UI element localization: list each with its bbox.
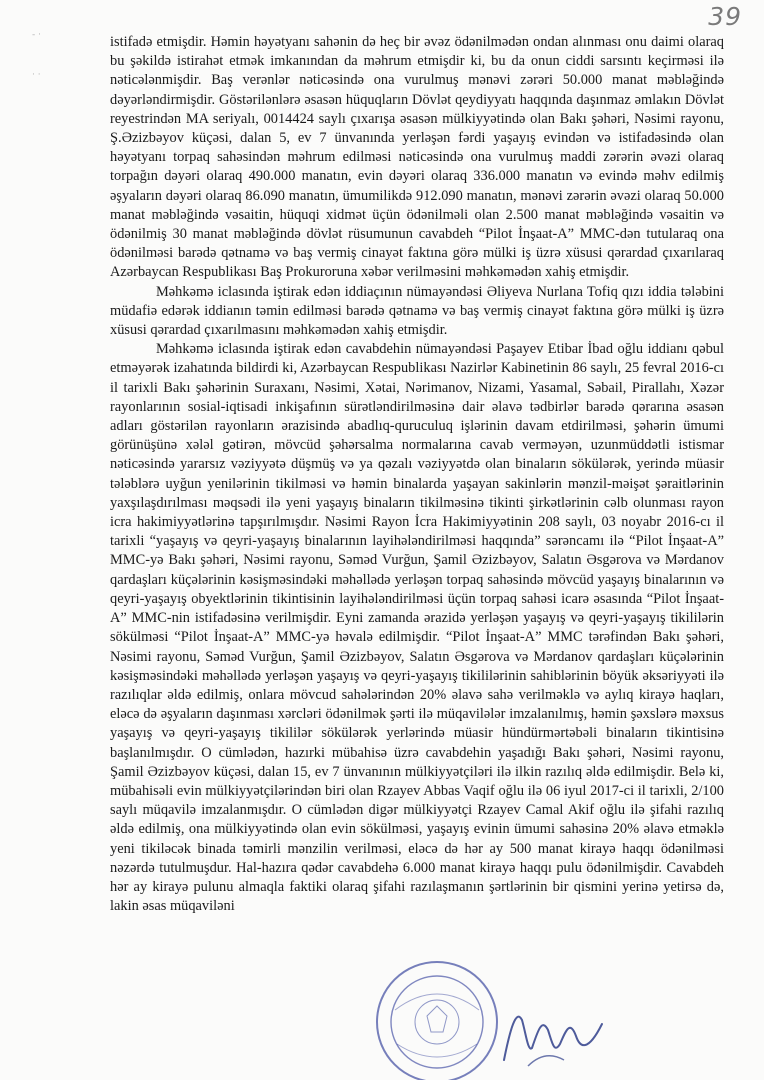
handwritten-signature — [498, 990, 608, 1072]
paragraph-continuation: istifadə etmişdir. Həmin həyətyanı sahənin də heç bir əvəz ödənilmədən ondan alınması onu daimi olaraq bu şəkildə istirahət etmək imkanından da məhrum etmişdir ki, bu da onun ciddi sarsıntı keçirməsi ilə nəticələnmişdir. Baş verənlər nəticəsində ona vurulmuş mənəvi zərəri 50.000 manat məbləğində dəyərləndirmişdir. Göstərilənlərə əsasən hüquqların Dövlət qeydiyyatı haqqında daşınmaz əmlakın Dövlət reyestrindən MA seriyalı, 0014424 saylı çıxarışa əsasən mülkiyyətində olan Bakı şəhəri, Nəsimi rayonu, Ş.Əzizbəyov küçəsi, dalan 5, ev 7 ünvanında yerləşən fərdi yaşayış evindən və istifadəsində olan həyətyanı torpaq sahəsindən məhrum edilməsi nəticəsində ona vurulmuş maddi zərərin əvəzi olaraq torpağın dəyəri olaraq 490.000 manatın, evin dəyəri olaraq 336.000 manatın və evində məhv edilmiş əşyaların dəyəri olaraq 86.090 manatın, ümumilikdə 912.090 manatın, mənəvi zərərin əvəzi olaraq 50.000 manat məbləğində vəsaitin, hüquqi xidmət üçün ödənilməli olan 2.500 manat məbləğində vəsaitin və ödənilmiş 30 manat məbləğində dövlət rüsumunun cavabdeh “Pilot İnşaat-A” MMC-dən tutularaq ona ödənilməsi barədə qətnamə və baş vermiş cinayət faktına görə mülki iş üzrə xüsusi qərardad çıxarılaraq Azərbaycan Respublikası Baş Prokuroruna xəbər verilməsini məhkəmədən xahiş etmişdir. — [110, 34, 724, 281]
paragraph-plaintiff-representative: Məhkəmə iclasında iştirak edən iddiaçının nümayəndəsi Əliyeva Nurlana Tofiq qızı iddia tələbini müdafiə edərək iddianın təmin edilməsi barədə qətnamə və baş vermiş cinayət faktına görə mülki iş üzrə xüsusi qərardad çıxarılmasını məhkəmədən xahiş etmişdir. — [110, 283, 724, 339]
page-number: 39 — [708, 2, 742, 31]
paragraph-defendant-representative: Məhkəmə iclasında iştirak edən cavabdehin nümayəndəsi Paşayev Etibar İbad oğlu iddianı qəbul etməyərək izahatında bildirdi ki, Azərbaycan Respublikası Nazirlər Kabinetinin 86 saylı, 25 fevral 2016-cı il tarixli Bakı şəhərinin Suraxanı, Nəsimi, Xətai, Nərimanov, Nizami, Yasamal, Səbail, Pirallahı, Xəzər rayonlarının sosial-iqtisadi inkişafının sürətləndirilməsinə dair əlavə tədbirlər barədə qərarına əsasən adları göstərilən rayonların ərazisində abadlıq-quruculuq işlərinin davam etdirilməsi, şəhərin ümumi görünüşünə xələl gətirən, mövcüd şəhərsalma normalarına cavab verməyən, uzunmüddətli istismar nəticəsində yararsız vəziyyətə düşmüş və ya qəzalı vəziyyətdə olan binaların sökülərək, yerində müasir tələblərə uyğun yenilərinin tikilməsi və həmin binalarda yaşayan sakinlərin mənzil-məişət şəraitlərinin yaxşılaşdırılması məqsədi ilə yeni yaşayış binaların tikilməsinə tikinti şirkətlərinin cəlb olunması rayon icra hakimiyyətlərinə tapşırılmışdır. Nəsimi Rayon İcra Hakimiyyətinin 208 saylı, 03 noyabr 2016-cı il tarixli “yaşayış və qeyri-yaşayış binalarının layihələndirilməsi haqqında” sərəncamı ilə “Pilot İnşaat-A” MMC-yə Bakı şəhəri, Nəsimi rayonu, Səməd Vurğun, Şamil Əzizbəyov, Salatın Əsgərova və Mərdanov qardaşları küçələrinin kəsişməsindəki məhəllədə yerləşən torpaq sahəsində mövcüd yaşayış binalarının və qeyri-yaşayış obyektlərinin tikintisinin layihələndirilməsi üçün torpaq sahəsi icarə əsasında “Pilot İnşaat-A” MMC-nin istifadəsinə verilmişdir. Eyni zamanda ərazidə yerləşən yaşayış və qeyri-yaşayış tikililərin sökülməsi “Pilot İnşaat-A” MMC-yə həvalə edilmişdir. “Pilot İnşaat-A” MMC tərəfindən Bakı şəhəri, Nəsimi rayonu, Səməd Vurğun, Şamil Əzizbəyov, Salatın Əsgərova və Mərdanov qardaşları küçələrinin kəsişməsindəki məhəllədə yerləşən yaşayış və qeyri-yaşayış tikililərinin sahiblərinin böyük əksəriyyəti ilə razılıqlar əldə edilmiş, onlara mövcud sahələrindən 20% əlavə sahə verilməklə və aylıq kirayə haqları, eləcə də əşyaların daşınması xərcləri ödənilmək şərti ilə müqavilələr imzalanılmış, həmin şəxslərə məxsus yaşayış və qeyri-yaşayış tikililər sökülərək yerlərində müasir hündürmərtəbəli binaların tikintisinə başlanılmışdır. O cümlədən, hazırki mübahisə üzrə cavabdehin yaşadığı Bakı şəhəri, Nəsimi rayonu, Şamil Əzizbəyov küçəsi, dalan 15, ev 7 ünvanının mülkiyyətçiləri ilə ilkin razılıq əldə edilmişdir. Belə ki, mübahisəli evin mülkiyyətçilərindən biri olan Rzayev Abbas Vaqif oğlu ilə 06 iyul 2017-ci il tarixli, 2/100 saylı müqavilə imzalanmışdır. O cümlədən digər mülkiyyətçi Rzayev Camal Akif oğlu ilə şifahi razılıq əldə edilmiş, ona mülkiyyətində olan evin sökülməsi, yaşayış evinin ümumi sahəsinə 20% əlavə etməklə yeni tikiləcək binada təmirli mənzilin verilməsi, eləcə də hər ay 500 manat kirayə haqqı ödənilməsi nəzərdə tutulmuşdur. Hal-hazıra qədər cavabdehə 6.000 manat kirayə haqqı pulu ödənilmişdir. Cavabdeh hər ay kirayə pulunu almaqla faktiki olaraq şifahi razılaşmanın şərtlərinin bir qismini yerinə yetirsə də, lakin əsas müqaviləni — [110, 341, 724, 915]
margin-mark: ‑ · — [32, 30, 41, 40]
court-seal-stamp — [373, 958, 501, 1080]
document-body — [110, 33, 724, 916]
margin-mark: · · — [32, 70, 41, 80]
